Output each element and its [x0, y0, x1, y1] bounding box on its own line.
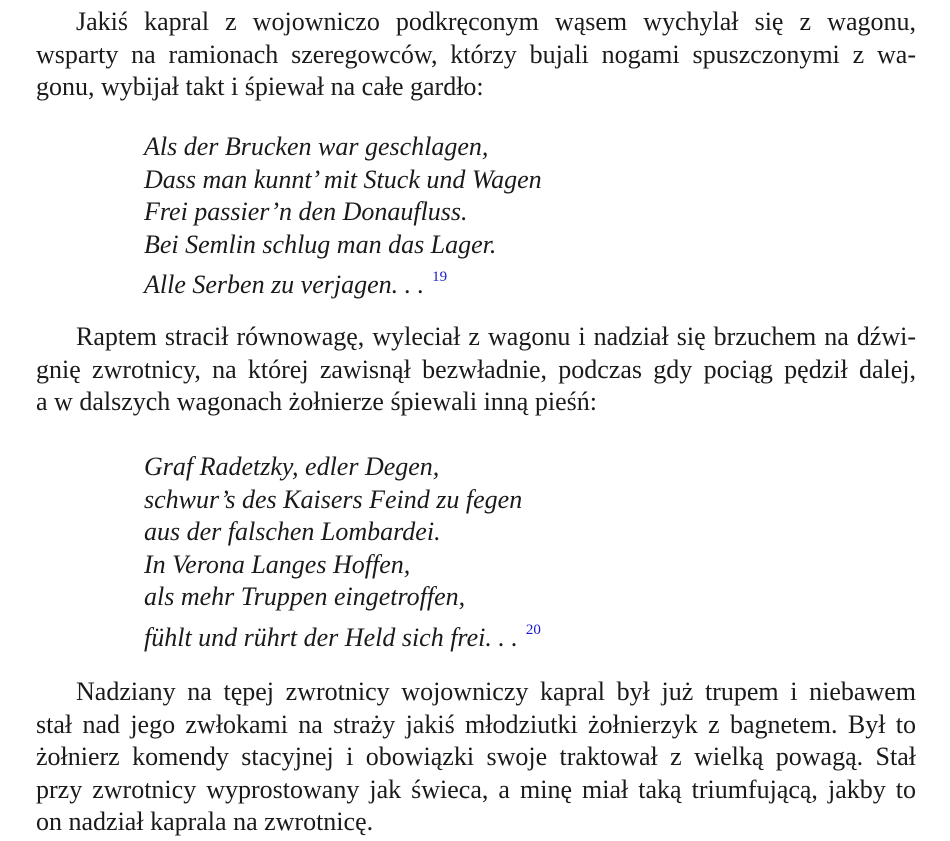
verse-block-1	[144, 131, 542, 302]
verse-block-2	[144, 451, 541, 654]
paragraph-line: przy zwrotnicy wyprostowany jak świeca, a minę miał taką triumfującą, jakby to	[36, 774, 916, 804]
paragraph-line: a w dalszych wagonach żołnierze śpiewali inną pieśń:	[36, 387, 597, 416]
verse-line-last	[144, 614, 541, 655]
verse-line: aus der falschen Lombardei.	[144, 517, 441, 546]
paragraph-line: wsparty na ramionach szeregowców, którzy bujali nogami spuszczonymi z wa-	[36, 39, 916, 69]
verse-line: Als der Brucken war geschlagen,	[144, 132, 489, 161]
footnote-link-20[interactable]: 20	[525, 621, 541, 638]
paragraph-2	[36, 321, 916, 419]
verse-line: Bei Semlin schlug man das Lager.	[144, 229, 497, 259]
verse-line: Graf Radetzky, edler Degen,	[144, 452, 440, 481]
paragraph-line: Nadziany na tępej zwrotnicy wojowniczy kapral był już trupem i niebawem	[76, 677, 916, 706]
verse-line: als mehr Truppen eingetroffen,	[144, 582, 466, 611]
paragraph-line: stał nad jego zwłokami na straży jakiś młodziutki żołnierzyk z bagnetem. Był to	[36, 709, 916, 739]
verse-line-last	[144, 261, 542, 302]
paragraph-line: gonu, wybijał takt i śpiewał na całe gardło:	[36, 72, 484, 101]
paragraph-line: Jakiś kapral z wojowniczo podkręconym wąsem wychylał się z wagonu,	[76, 7, 916, 36]
verse-line: schwur’s des Kaisers Feind zu fegen	[144, 484, 523, 514]
paragraph-line: gnię zwrotnicy, na której zawisnął bezwładnie, podczas gdy pociąg pędził dalej,	[36, 354, 916, 384]
paragraph-1	[36, 6, 916, 104]
verse-line: Dass man kunnt’ mit Stuck und Wagen	[144, 164, 542, 194]
verse-line: In Verona Langes Hoffen,	[144, 549, 411, 579]
verse-line-text: Alle Serben zu verjagen. . .	[144, 270, 425, 299]
footnote-link-19[interactable]: 19	[432, 269, 448, 285]
verse-line: Frei passier’n den Donaufluss.	[144, 197, 468, 226]
paragraph-3	[36, 676, 916, 839]
verse-line-text: fühlt und rührt der Held sich frei. . .	[144, 622, 518, 652]
paragraph-line: żołnierz komendy stacyjnej i obowiązki swoje traktował z wielką powagą. Stał	[36, 742, 916, 771]
paragraph-line: on nadział kaprala na zwrotnicę.	[36, 807, 374, 836]
paragraph-line: Raptem stracił równowagę, wyleciał z wagonu i nadział się brzuchem na dźwi-	[76, 322, 916, 351]
